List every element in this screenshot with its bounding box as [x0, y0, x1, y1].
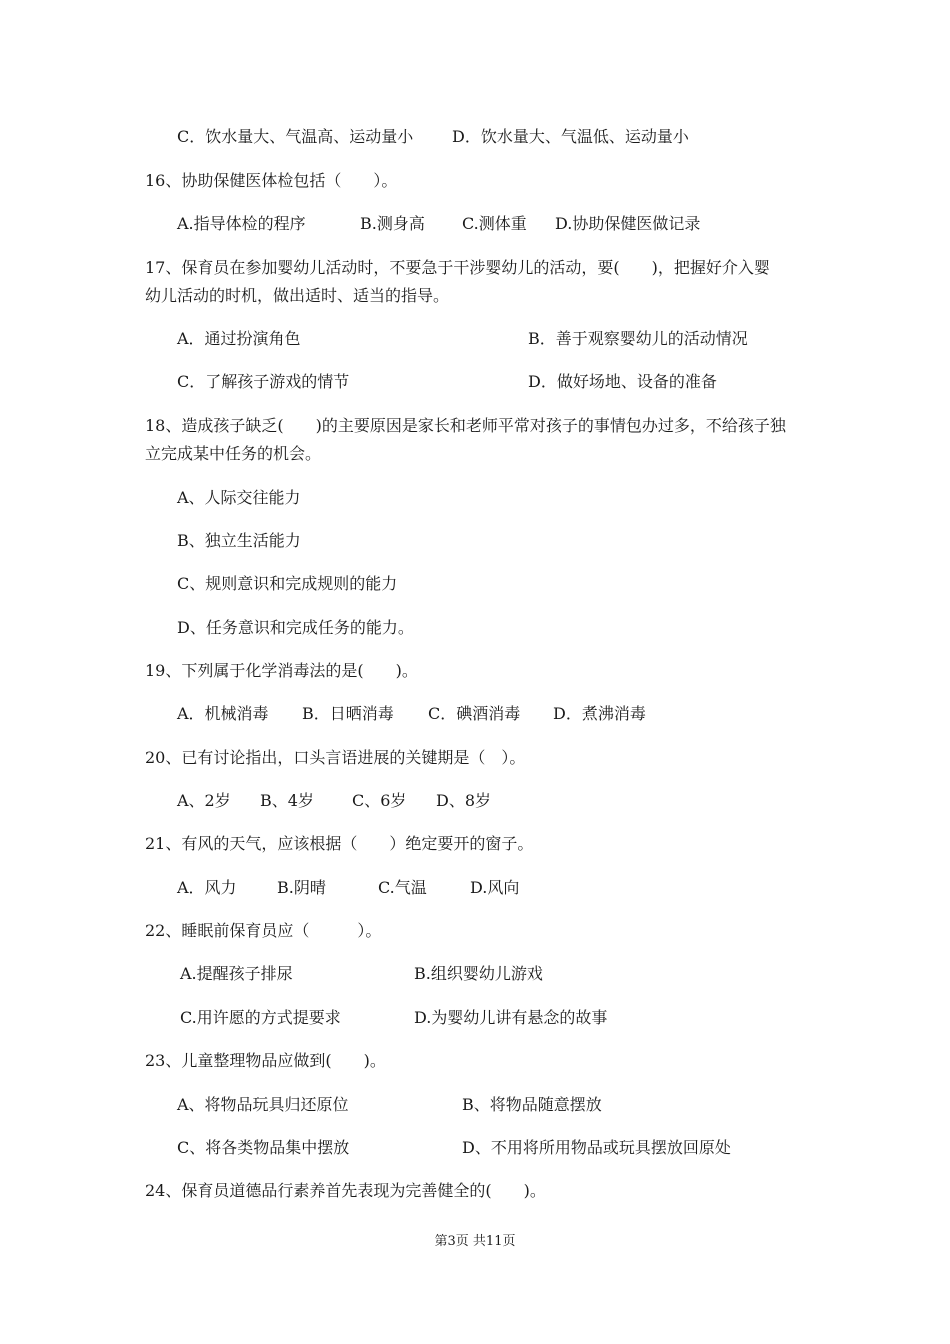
q23-option-c: C、将各类物品集中摆放: [177, 1138, 350, 1157]
q17-stem-line1: 17、保育员在参加婴幼儿活动时，不要急于干涉婴幼儿的活动，要( )，把握好介入婴: [145, 258, 770, 277]
q22-option-b: B.组织婴幼儿游戏: [414, 964, 543, 983]
q20-stem: 20、已有讨论指出，口头言语进展的关键期是（ ）。: [145, 748, 526, 767]
q20-option-c: C、6岁: [352, 791, 407, 810]
q16-option-b: B.测身高: [360, 214, 425, 233]
q22-stem: 22、睡眠前保育员应（ ）。: [145, 921, 382, 940]
q17-stem-line2: 幼儿活动的时机，做出适时、适当的指导。: [145, 286, 450, 305]
q21-stem: 21、有风的天气，应该根据（ ）绝定要开的窗子。: [145, 834, 534, 853]
q19-option-d: D．煮沸消毒: [553, 704, 646, 723]
q22-option-c: C.用许愿的方式提要求: [180, 1008, 341, 1027]
q18-option-a: A、人际交往能力: [177, 488, 301, 507]
q17-option-a: A．通过扮演角色: [177, 329, 301, 348]
q19-option-a: A．机械消毒: [177, 704, 269, 723]
q19-option-c: C．碘酒消毒: [428, 704, 521, 723]
q16-stem: 16、协助保健医体检包括（ ）。: [145, 171, 398, 190]
q18-option-d: D、任务意识和完成任务的能力。: [177, 618, 414, 637]
q18-stem-line1: 18、造成孩子缺乏( )的主要原因是家长和老师平常对孩子的事情包办过多，不给孩子独: [145, 416, 786, 435]
q20-option-d: D、8岁: [436, 791, 492, 810]
q16-option-a: A.指导体检的程序: [177, 214, 306, 233]
q16-option-d: D.协助保健医做记录: [555, 214, 701, 233]
q16-option-c: C.测体重: [462, 214, 527, 233]
q20-option-b: B、4岁: [260, 791, 314, 810]
q22-option-a: A.提醒孩子排尿: [180, 964, 293, 983]
q22-option-d: D.为婴幼儿讲有悬念的故事: [414, 1008, 608, 1027]
q17-option-d: D．做好场地、设备的准备: [528, 372, 717, 391]
q15-option-c: C．饮水量大、气温高、运动量小: [177, 127, 414, 146]
q21-option-a: A．风力: [177, 878, 237, 897]
q17-option-b: B．善于观察婴幼儿的活动情况: [528, 329, 748, 348]
q15-option-d: D．饮水量大、气温低、运动量小: [452, 127, 689, 146]
q23-stem: 23、儿童整理物品应做到( )。: [145, 1051, 386, 1070]
q19-stem: 19、下列属于化学消毒法的是( )。: [145, 661, 418, 680]
q24-stem: 24、保育员道德品行素养首先表现为完善健全的( )。: [145, 1181, 546, 1200]
q23-option-a: A、将物品玩具归还原位: [177, 1095, 349, 1114]
q18-option-b: B、独立生活能力: [177, 531, 301, 550]
q21-option-b: B.阴晴: [277, 878, 326, 897]
q21-option-d: D.风向: [470, 878, 520, 897]
q20-option-a: A、2岁: [177, 791, 231, 810]
q21-option-c: C.气温: [378, 878, 427, 897]
q23-option-d: D、不用将所用物品或玩具摆放回原处: [462, 1138, 731, 1157]
q18-option-c: C、规则意识和完成规则的能力: [177, 574, 398, 593]
q19-option-b: B．日晒消毒: [302, 704, 394, 723]
q17-option-c: C．了解孩子游戏的情节: [177, 372, 350, 391]
page-footer: 第3页 共11页: [434, 1234, 516, 1249]
q18-stem-line2: 立完成某中任务的机会。: [145, 444, 322, 463]
q23-option-b: B、将物品随意摆放: [462, 1095, 602, 1114]
